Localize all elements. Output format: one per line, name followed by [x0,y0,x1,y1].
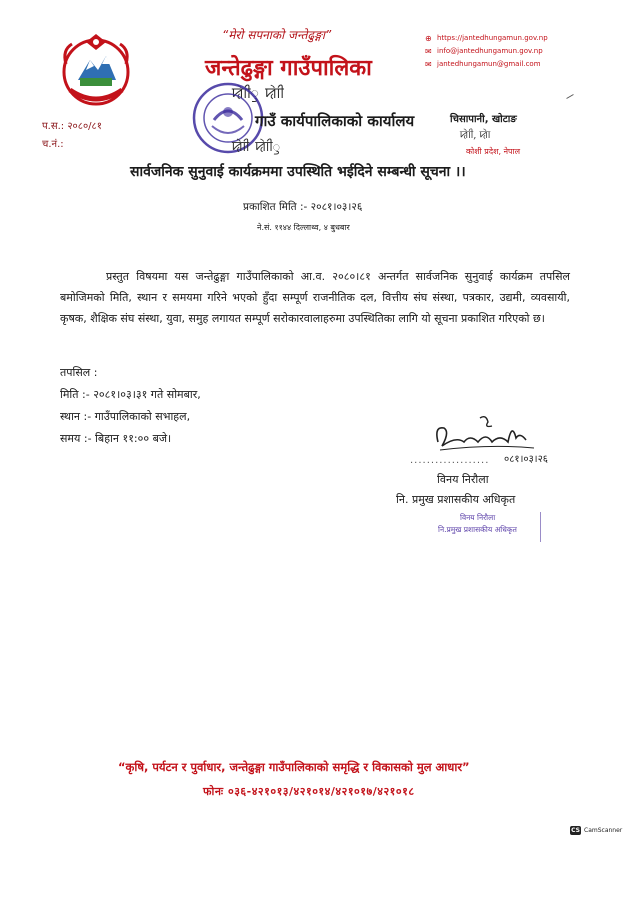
camscanner-icon: CS [571,827,580,834]
schedule-venue: स्थान :- गाउँपालिकाको सभाहल, [60,410,191,423]
signature-dots: ................... [410,455,490,466]
signatory-name: विनय निरौला [437,473,489,486]
schedule-title: तपसिल : [60,366,98,379]
camscanner-label: CamScanner [584,827,623,834]
email-link-2[interactable]: jantedhungamun@gmail.com [437,60,541,68]
office-name: जन्तेढुङ्गा गाउँपालिका [205,56,372,81]
decorative-tick [566,94,573,99]
email-link[interactable]: info@jantedhungamun.gov.np [437,47,543,55]
notice-subject: सार्वजनिक सुनुवाई कार्यक्रममा उपस्थिति भईदिने सम्बन्धी सूचना ।। [130,164,466,180]
schedule-time: समय :- बिहान ११:०० बजे। [60,432,172,445]
schedule-list [60,384,201,450]
address-place-script: ꠢꠦꠣꠤ, ꠢꠦꠣ [460,130,491,141]
address-province: कोशी प्रदेश, नेपाल [466,147,521,156]
globe-icon: ⊕ [425,34,432,43]
stamp-name: विनय निरौला [460,513,496,522]
camscanner-watermark [570,826,622,835]
reference-ps: प.स.: २०८०/८१ [42,121,102,132]
nepal-sambat-date: ने.सं. ११४४ दिल्लाथ्व, ४ बुधबार [257,223,350,232]
contact-block [425,32,548,71]
signature-stamp [438,512,517,536]
reference-cn: च.नं.: [42,139,64,150]
footer-phone: फोनः ०३६-४२१०१३/४२१०१४/४२१०१७/४२१०१८ [203,785,415,798]
published-date: प्रकाशित मिति :- २०८१।०३।२६ [243,201,363,213]
footer-slogan: “कृषि, पर्यटन र पुर्वाधार, जन्तेढुङ्गा गाउँपालिकाको समृद्धि र विकासको मुल आधार” [118,760,470,774]
office-subtitle-script: ꠢꠦꠣꠤ ꠢꠦꠣꠤꠥ [232,140,282,155]
mail-icon: ✉ [425,60,432,69]
stamp-bracket [540,512,541,542]
notice-body: प्रस्तुत विषयमा यस जन्तेढुङ्गा गाउँपालिकाको आ.व. २०८०।८१ अन्तर्गत सार्वजनिक सुनुवाई कार्यक्रम तपसिल बमोजिमको मिति, स्थान र समयमा गरिने भएको हुँदा सम्पूर्ण राजनीतिक दल, वित्तीय संघ संस्था, पत्रकार, उद्यमी, व्यवसायी, कृषक, शैक्षिक संघ संस्था, युवा, समुह लगायत सम्पूर्ण सरोकारवालाहरुमा उपस्थितिका लागि यो सूचना प्रकाशित गरिएको छ। [60,270,570,325]
stamp-post: नि.प्रमुख प्रशासकीय अधिकृत [438,525,517,534]
email-icon: ✉ [425,47,432,56]
signatory-post: नि. प्रमुख प्रशासकीय अधिकृत [396,493,516,506]
office-subtitle: गाउँ कार्यपालिकाको कार्यालय [255,112,415,130]
office-name-script: ꠢꠦꠣꠤꠥ ꠢꠦꠣꠤ [232,86,285,102]
signature-date: ०८१।०३।२६ [504,454,548,465]
schedule-date: मिति :- २०८१।०३।३१ गते सोमबार, [60,388,201,401]
letterhead-motto: “मेरो सपनाको जन्तेढुङ्गा” [222,28,332,42]
nepal-emblem-icon [56,30,136,110]
address-place: चिसापानी, खोटाङ [450,114,517,125]
website-link[interactable]: https://jantedhungamun.gov.np [437,34,548,42]
